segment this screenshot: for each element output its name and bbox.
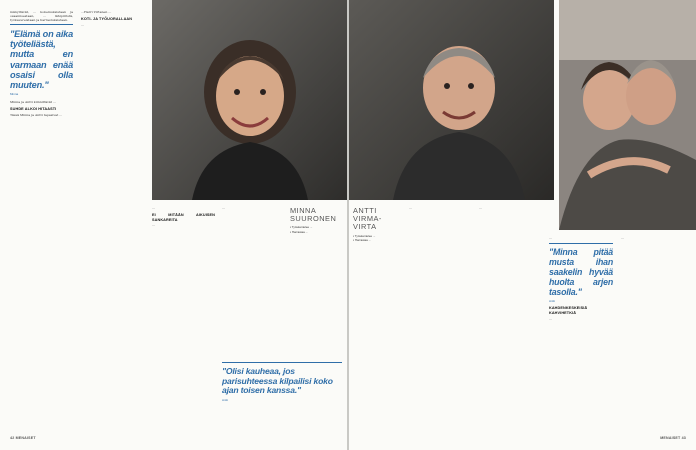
pull-quote-author: Minna — [10, 92, 19, 97]
right-col-b-paragraph: ... — [479, 206, 482, 210]
right-col-c-after-sub-paragraph: ... — [549, 316, 552, 321]
pull-quote-minna: "Elämä on aika työteliästä, mutta en varmaan enää osaisi olla muuten." — [10, 28, 73, 90]
bottom-pull-quote — [222, 362, 342, 402]
footer-right: MENAISET 43 — [660, 436, 686, 440]
col3-after-sub-paragraph: ... — [152, 223, 155, 228]
profile-fact: ▪ Työskentelee ... — [290, 225, 313, 230]
col2-paragraph: ...Harri Virtanen ... — [81, 10, 112, 14]
left-col-1 — [10, 10, 73, 430]
col1-bottom-paragraph: Minna ja Antti kiinnittävät ... — [10, 100, 57, 105]
footer-left: 42 MENAISET — [10, 436, 36, 440]
profile-facts — [290, 226, 340, 234]
left-col-2 — [81, 10, 144, 430]
right-col-c-paragraph: ... — [549, 236, 552, 240]
profile-name-line-2: VIRMA- — [353, 214, 382, 224]
portrait-illustration — [349, 0, 554, 200]
profile-antti — [353, 207, 403, 243]
right-col-a — [409, 206, 473, 431]
col3-paragraph: ... — [152, 206, 155, 210]
right-page — [349, 0, 696, 450]
pull-quote-author: Antti — [222, 397, 229, 402]
profile-name-line-2: SUURONEN — [290, 214, 337, 224]
profile-minna — [290, 207, 340, 235]
profile-fact: ▪ Työskentelee ... — [353, 233, 376, 238]
col4-paragraph: ... — [222, 206, 225, 210]
col1-top-paragraph: mänyttävät, ... kokemuksistaan ja osaamisestaan, ... lähipiiristä, työkavereistaan ja harrastuksistaan. — [10, 10, 73, 23]
subheading-suhde: SUHDE ALKOI HITAASTI — [10, 107, 57, 112]
col1-after-sub-paragraph: Tässä Minna ja Antti tapasivat ... — [10, 113, 63, 118]
right-col-c — [549, 236, 613, 431]
photo-minna-portrait — [152, 0, 347, 200]
subheading-kahvihetkia: KAHDENKESKEISIÄ KAHVIHETKIÄ — [549, 306, 588, 316]
profile-name-line-1: ANTTI — [353, 206, 377, 215]
subheading-koti: KOTI- JA TYÖUORALLAAN — [81, 17, 133, 22]
left-page — [0, 0, 347, 450]
subheading-sankareita: EI MITÄÄN AIKUISEN SANKAREITA — [152, 213, 215, 222]
photo-antti-portrait — [349, 0, 554, 200]
pull-quote-minna-huolta: "Minna pitää musta ihan saakelin hyvää huolta arjen tasolla." — [549, 247, 613, 297]
left-col-4 — [222, 206, 282, 356]
left-col-3 — [152, 206, 215, 426]
quote-rule — [222, 362, 342, 363]
profile-name-line-3: VIRTA — [353, 222, 377, 232]
right-col-d-paragraph: ... — [621, 236, 624, 240]
profile-facts — [353, 235, 403, 243]
right-col-a-paragraph: ... — [409, 206, 412, 210]
right-col-d — [621, 236, 687, 431]
portrait-illustration — [152, 0, 347, 200]
pull-quote-antti: "Olisi kauheaa, jos parisuhteessa kilpailisi koko ajan toisen kanssa." — [222, 366, 333, 396]
quote-rule — [549, 243, 613, 244]
profile-name-line-1: MINNA — [290, 206, 317, 215]
pull-quote-author: Antti — [549, 299, 556, 304]
profile-fact: ▪ Harrastaa ... — [353, 238, 372, 243]
right-col-b — [479, 206, 543, 431]
couple-illustration — [559, 0, 696, 230]
quote-rule — [10, 24, 73, 25]
profile-fact: ▪ Harrastaa ... — [290, 229, 309, 234]
col2-after-sub-paragraph: ... — [81, 22, 84, 27]
photo-couple — [559, 0, 696, 230]
